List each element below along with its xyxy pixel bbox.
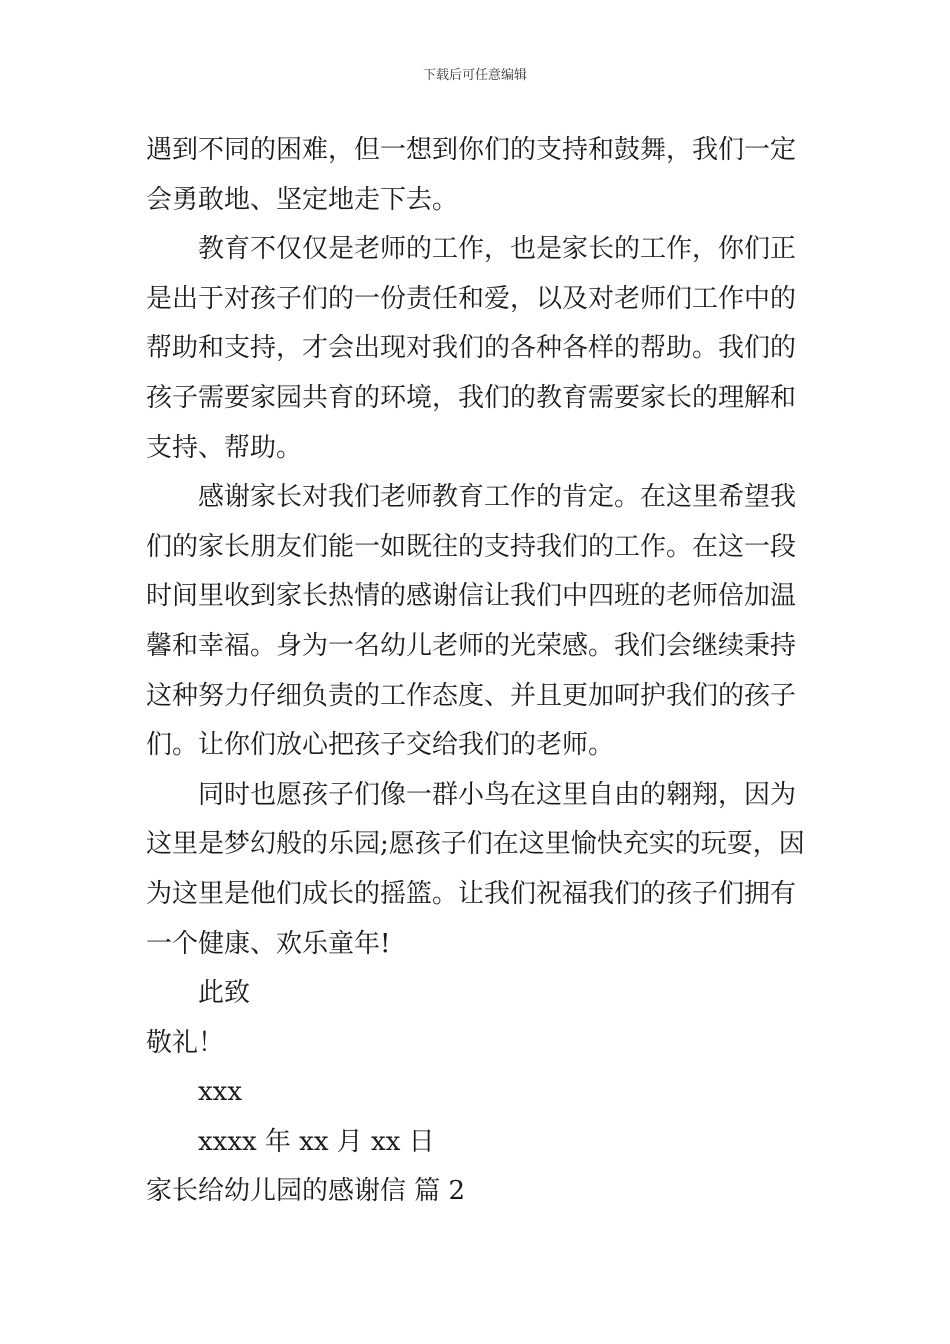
text-line: 一个健康、欢乐童年! — [146, 928, 391, 959]
text-line: 家长给幼儿园的感谢信 篇 2 — [146, 1176, 466, 1207]
text-line: 支持、帮助。 — [146, 432, 303, 463]
text-line: 同时也愿孩子们像一群小鸟在这里自由的翱翔，因为 — [198, 779, 797, 810]
text-line: 教育不仅仅是老师的工作，也是家长的工作，你们正 — [198, 234, 797, 265]
text-line: 这里是梦幻般的乐园;愿孩子们在这里愉快充实的玩耍，因 — [146, 829, 805, 860]
text-line: 遇到不同的困难，但一想到你们的支持和鼓舞，我们一定 — [146, 135, 797, 165]
text-line: 孩子需要家园共育的环境，我们的教育需要家长的理解和 — [146, 382, 797, 413]
text-line: 时间里收到家长热情的感谢信让我们中四班的老师倍加温 — [146, 581, 797, 612]
page-header: 下载后可任意编辑 — [422, 68, 527, 83]
text-line: 们。让你们放心把孩子交给我们的老师。 — [146, 730, 615, 761]
text-line: 此致 — [198, 978, 251, 1009]
text-line: 为这里是他们成长的摇篮。让我们祝福我们的孩子们拥有 — [146, 878, 797, 909]
text-line: 这种努力仔细负责的工作态度、并且更加呵护我们的孩子 — [146, 680, 797, 711]
text-line: 敬礼！ — [146, 1027, 225, 1058]
text-line: 馨和幸福。身为一名幼儿老师的光荣感。我们会继续秉持 — [146, 630, 797, 661]
text-line: 们的家长朋友们能一如既往的支持我们的工作。在这一段 — [146, 531, 797, 562]
text-line: 帮助和支持，才会出现对我们的各种各样的帮助。我们的 — [146, 333, 797, 364]
text-line: 感谢家长对我们老师教育工作的肯定。在这里希望我 — [198, 482, 797, 513]
text-line: 是出于对孩子们的一份责任和爱，以及对老师们工作中的 — [146, 283, 797, 314]
text-line: 会勇敢地、坚定地走下去。 — [146, 184, 459, 215]
text-line: xxxx 年 xx 月 xx 日 — [198, 1126, 435, 1157]
text-line: xxx — [198, 1077, 242, 1108]
document-body — [146, 126, 808, 1217]
